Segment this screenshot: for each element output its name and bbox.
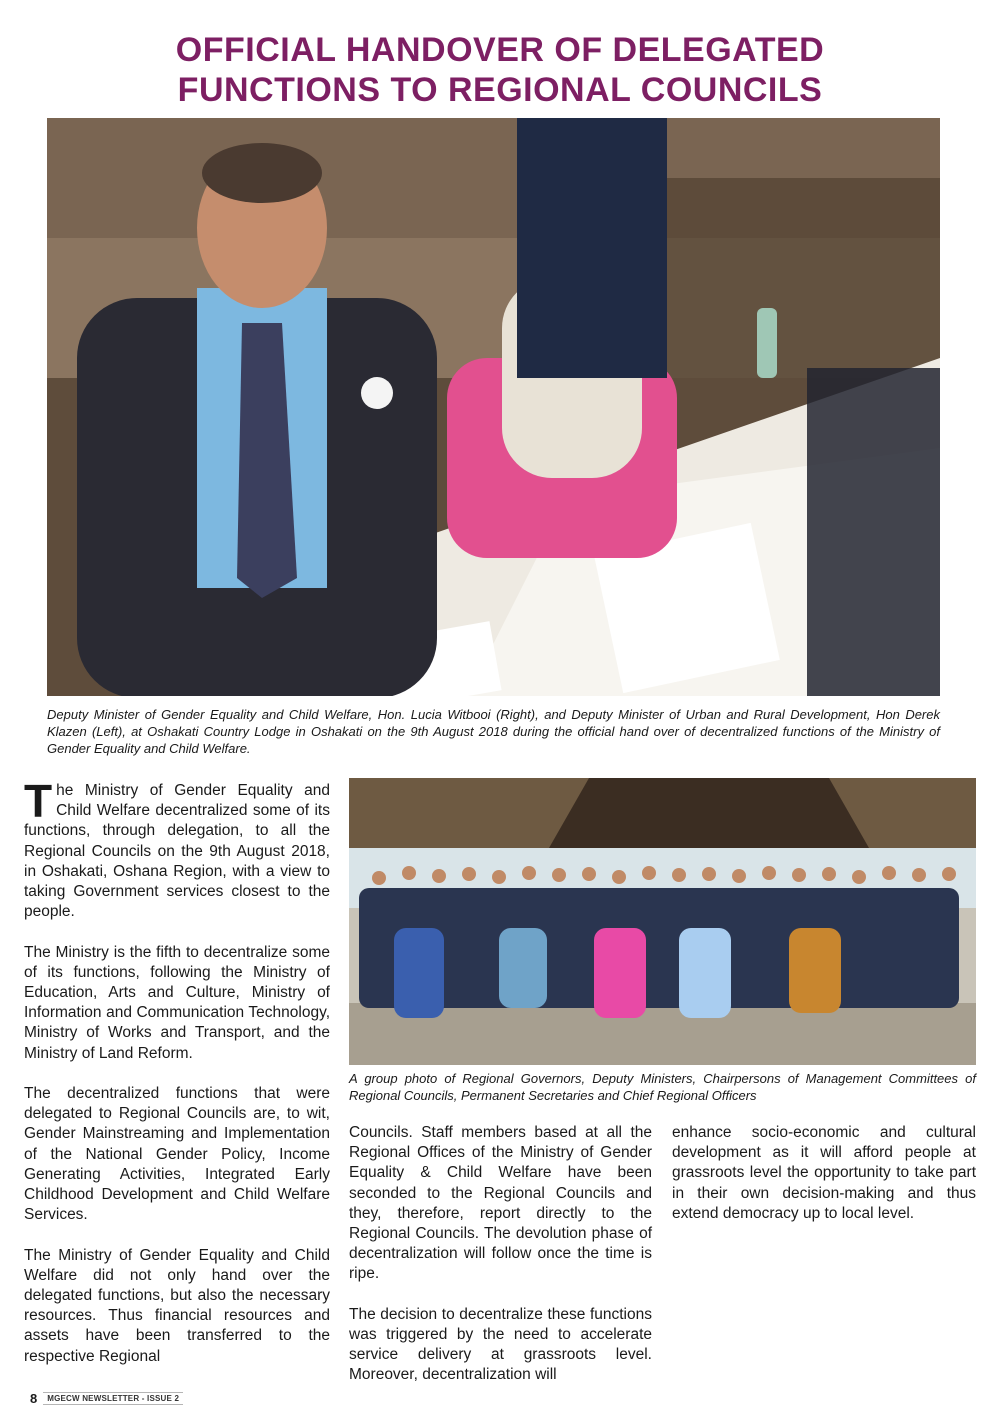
article-paragraph-7: enhance socio-economic and cultural development as it will afford people at grassroots level the opportunity to take part in their own decision-making and thus extend democracy up to local level. (672, 1124, 976, 1222)
article-paragraph-4: The Ministry of Gender Equality and Child Welfare did not only hand over the delegated functions, but also the necessary resources. Thus financial resources and assets have been transferred to the respective Regional (24, 1246, 330, 1365)
main-photo (47, 118, 940, 696)
title-line-1: OFFICIAL HANDOVER OF DELEGATED (175, 31, 825, 69)
article-column-3 (672, 1123, 976, 1224)
article-paragraph-2: The Ministry is the fifth to decentralize some of its functions, following the Ministry of Education, Arts and Culture, Ministry of Information and Communication Technology, Ministry of Works and Transport, and the Ministry of Land Reform. (24, 943, 330, 1062)
page-number: 8 (30, 1391, 38, 1406)
group-photo-caption: A group photo of Regional Governors, Deputy Ministers, Chairpersons of Management Committees of Regional Councils, Permanent Secretaries and Chief Regional Officers (349, 1071, 976, 1103)
drop-cap: T (24, 775, 53, 827)
article-paragraph-6: The decision to decentralize these functions was triggered by the need to accelerate service delivery at grassroots level. Moreover, decentralization will (349, 1305, 652, 1384)
group-photo (349, 778, 976, 1065)
main-photo-image (47, 118, 940, 696)
article-column-1 (24, 775, 330, 1367)
article-column-2 (349, 1123, 652, 1386)
page-footer (30, 1391, 183, 1406)
page-title (0, 30, 1000, 110)
article-paragraph-1: The Ministry of Gender Equality and Child Welfare decentralized some of its functions, through delegation, to all the Regional Councils on the 9th August 2018, in Oshakati, Oshana Region, with a view to taking Government services closest to the people. (24, 775, 330, 921)
article-paragraph-5: Councils. Staff members based at all the Regional Offices of the Ministry of Gender Equality & Child Welfare have been seconded to the Regional Councils and they, therefore, report directly to the Regional Councils. The devolution phase of decentralization will follow once the time is ripe. (349, 1124, 652, 1283)
group-photo-image (349, 778, 976, 1065)
title-line-2: FUNCTIONS TO REGIONAL COUNCILS (177, 71, 823, 109)
main-photo-caption: Deputy Minister of Gender Equality and Child Welfare, Hon. Lucia Witbooi (Right), and Deputy Minister of Urban and Rural Development, Hon Derek Klazen (Left), at Oshakati Country Lodge in Oshakati on the 9th August 2018 during the official hand over of decentralized functions of the Ministry of Gender Equality and Child Welfare. (47, 707, 940, 756)
publication-name: MGECW NEWSLETTER - ISSUE 2 (43, 1392, 183, 1405)
article-paragraph-3: The decentralized functions that were delegated to Regional Councils are, to wit, Gender Mainstreaming and Implementation of the National Gender Policy, Income Generating Activities, Integrated Early Childhood Development and Child Welfare Services. (24, 1085, 330, 1224)
